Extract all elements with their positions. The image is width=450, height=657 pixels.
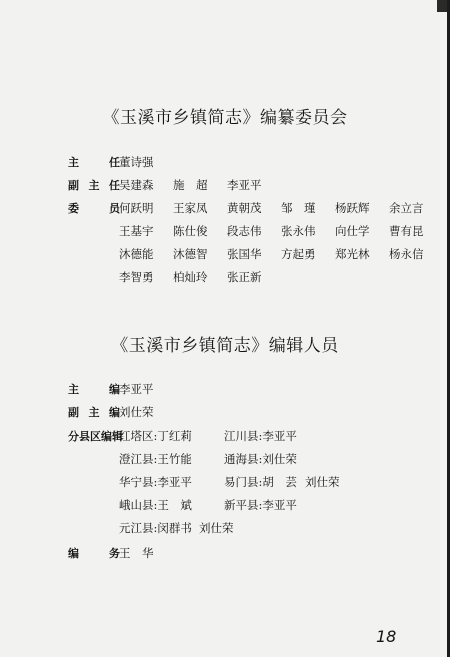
- person-name: 王 华: [119, 546, 154, 560]
- person-name: 李智勇: [119, 270, 154, 284]
- person-name: 曹有昆: [389, 224, 424, 238]
- district-editor: 通海县:刘仕荣: [224, 452, 297, 466]
- person-name: 吴建森: [119, 178, 154, 192]
- person-name: 李亚平: [227, 178, 262, 192]
- committee-names: [119, 200, 443, 216]
- committee-label: 委 员: [68, 202, 120, 215]
- editors-label: 副 主 编: [68, 406, 120, 419]
- person-name: 王基宇: [119, 224, 154, 238]
- person-name: 杨跃辉: [335, 201, 370, 215]
- person-name: 李亚平: [119, 382, 154, 396]
- person-name: 向仕学: [335, 224, 370, 238]
- person-name: 陈仕俊: [173, 224, 208, 238]
- editors-label: 分县区编辑: [68, 430, 123, 443]
- district-editor: 江川县:李亚平: [224, 429, 297, 443]
- person-name: 沐德智: [173, 247, 208, 261]
- person-name: 何跃明: [119, 201, 154, 215]
- editors-label: 编 务: [68, 547, 120, 560]
- editors-title: 《玉溪市乡镇简志》编辑人员: [111, 336, 339, 356]
- district-editor: 华宁县:李亚平: [119, 475, 192, 489]
- district-editor: 新平县:李亚平: [224, 498, 297, 512]
- editors-label: 主 编: [68, 383, 120, 396]
- person-name: 施 超: [173, 178, 208, 192]
- person-name: 方起勇: [281, 247, 316, 261]
- district-editor: 红塔区:丁红莉: [119, 429, 192, 443]
- committee-label: 副 主 任: [68, 179, 120, 192]
- person-name: 段志伟: [227, 224, 262, 238]
- person-name: 董诗强: [119, 155, 154, 169]
- district-editor-extra: 刘仕荣: [305, 475, 340, 489]
- committee-names: [119, 246, 443, 262]
- committee-title: 《玉溪市乡镇简志》编纂委员会: [102, 108, 348, 128]
- person-name: 沐德能: [119, 247, 154, 261]
- person-name: 张国华: [227, 247, 262, 261]
- committee-names: [119, 269, 281, 285]
- person-name: 张永伟: [281, 224, 316, 238]
- district-editor: 易门县:胡 芸: [224, 475, 297, 489]
- person-name: 柏灿玲: [173, 270, 208, 284]
- committee-names: [119, 177, 281, 193]
- committee-names: [119, 154, 173, 170]
- district-editor: 元江县:闵群书: [119, 521, 192, 535]
- person-name: 邹 瑾: [281, 201, 316, 215]
- page-number: 18: [376, 627, 397, 646]
- person-name: 余立言: [389, 201, 424, 215]
- person-name: 刘仕荣: [119, 405, 154, 419]
- person-name: 张正新: [227, 270, 262, 284]
- committee-names: [119, 223, 443, 239]
- person-name: 黄朝茂: [227, 201, 262, 215]
- person-name: 郑光林: [335, 247, 370, 261]
- committee-label: 主 任: [68, 156, 120, 169]
- district-editor: 澄江县:王竹能: [119, 452, 192, 466]
- person-name: 王家凤: [173, 201, 208, 215]
- person-name: 杨永信: [389, 247, 424, 261]
- district-editor-extra: 刘仕荣: [199, 521, 234, 535]
- scan-corner: [437, 0, 447, 12]
- district-editor: 峨山县:王 斌: [119, 498, 192, 512]
